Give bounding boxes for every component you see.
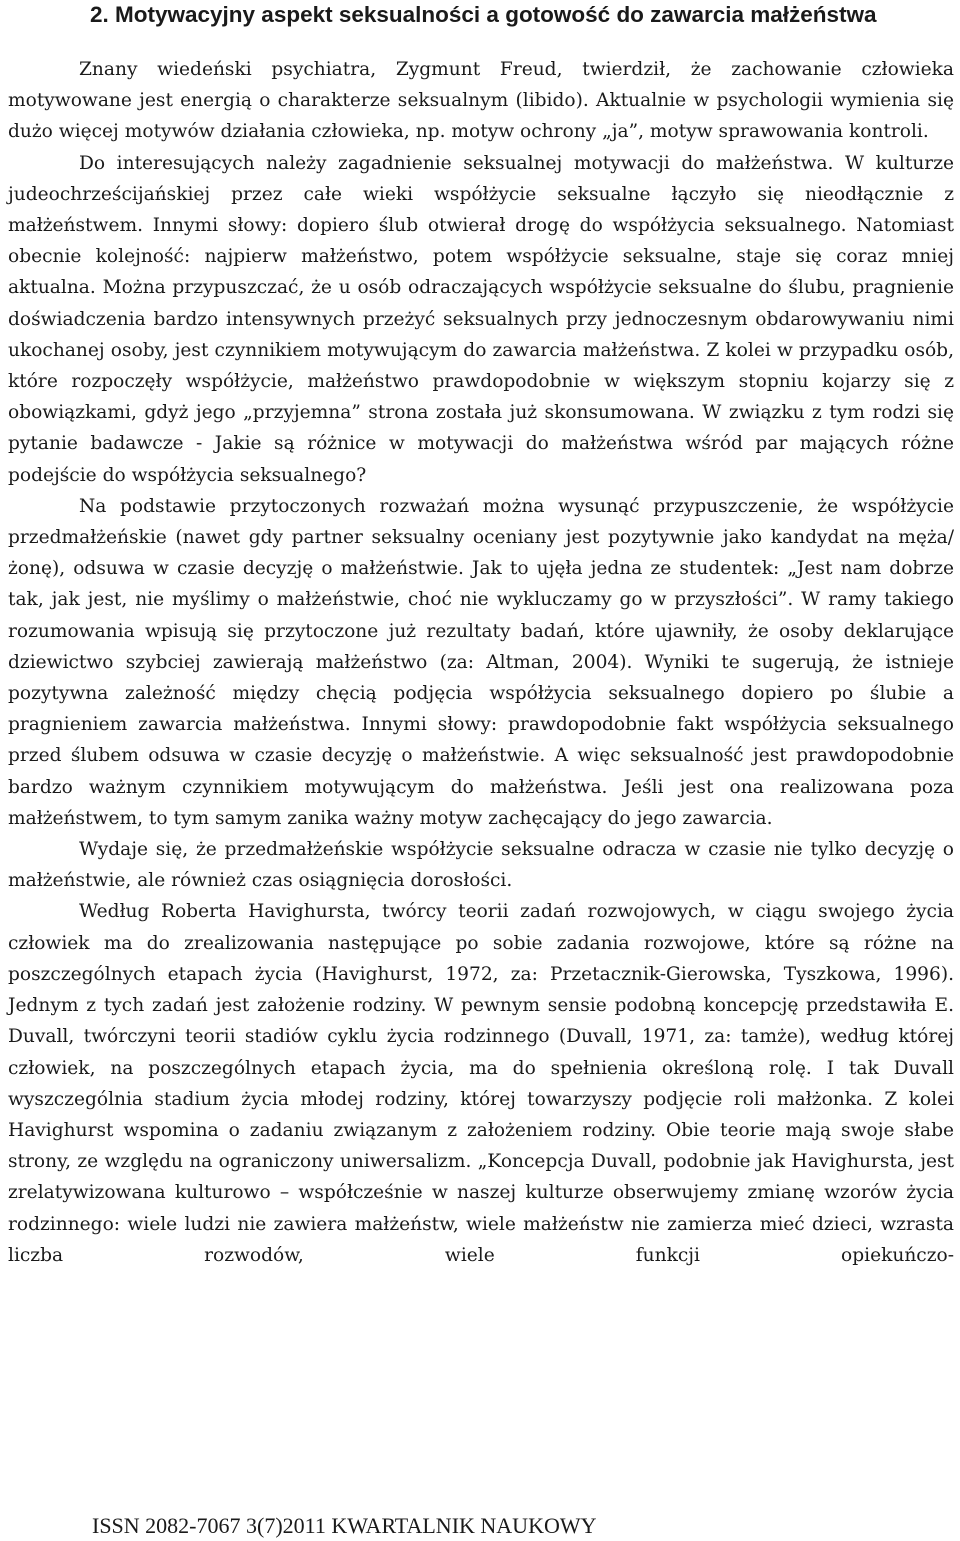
paragraph-sexual-motivation: Do interesujących należy zagadnienie seksualnej motywacji do małżeństwa. W kulturze judeochrześcijańskiej przez całe wieki współżycie seksualne łączyło się nieodłącznie z małżeństwem. Innymi słowy: dopiero ślub otwierał drogę do współżycia seksualnego. Natomiast obecnie kolejność: najpierw małżeństwo, potem współżycie seksualne, staje się coraz mniej aktualna. Można przypuszczać, że u osób odraczających współżycie seksualne do ślubu, pragnienie doświadczenia bardzo intensywnych przeżyć seksualnych przy jednoczesnym obdarowywaniu nimi ukochanej osoby, jest czynnikiem motywującym do zawarcia małżeństwa. Z kolei w przypadku osób, które rozpoczęły współżycie, małżeństwo prawdopodobnie w większym stopniu kojarzy się z obowiązkami, gdyż jego „przyjemna” strona została już skonsumowana. W związku z tym rodzi się pytanie badawcze - Jakie są różnice w motywacji do małżeństwa wśród par mających różne podejście do współżycia seksualnego? — [8, 152, 954, 486]
paragraph-adulthood: Wydaje się, że przedmałżeńskie współżycie seksualne odracza w czasie nie tylko decyzję o małżeństwie, ale również czas osiągnięcia dorosłości. — [8, 839, 954, 892]
section-heading: 2. Motywacyjny aspekt seksualności a gotowość do zawarcia małżeństwa — [90, 2, 877, 27]
page-footer: ISSN 2082-7067 3(7)2011 KWARTALNIK NAUKOWY — [92, 1513, 597, 1538]
paragraph-premarital: Na podstawie przytoczonych rozważań można wysunąć przypuszczenie, że współżycie przedmałżeńskie (nawet gdy partner seksualny oceniany jest pozytywnie jako kandydat na męża/żonę), odsuwa w czasie decyzję o małżeństwie. Jak to ujęła jedna ze studentek: „Jest nam dobrze tak, jak jest, nie myślimy o małżeństwie, choć nie wykluczamy go w przyszłości”. W ramy takiego rozumowania wpisują się przytoczone już rezultaty badań, które ujawniły, że osoby deklarujące dziewictwo szybciej zawierają małżeństwo (za: Altman, 2004). Wyniki te sugerują, że istnieje pozytywna zależność między chęcią podjęcia współżycia seksualnego dopiero po ślubie a pragnieniem zawarcia małżeństwa. Innymi słowy: prawdopodobnie fakt współżycia seksualnego przed ślubem odsuwa w czasie decyzję o małżeństwie. A więc seksualność jest prawdopodobnie bardzo ważnym czynnikiem motywującym do małżeństwa. Jeśli jest ona realizowana poza małżeństwem, to tym samym zanika ważny motyw zachęcający do jego zawarcia. — [8, 495, 954, 829]
paragraph-freud: Znany wiedeński psychiatra, Zygmunt Freud, twierdził, że zachowanie człowieka motywowane jest energią o charakterze seksualnym (libido). Aktualnie w psychologii wymienia się dużo więcej motywów działania człowieka, np. motyw ochrony „ja”, motyw sprawowania kontroli. — [8, 59, 954, 143]
body-text — [8, 54, 954, 1271]
paragraph-havighurst: Według Roberta Havighursta, twórcy teorii zadań rozwojowych, w ciągu swojego życia człowiek ma do zrealizowania następujące po sobie zadania rozwojowe, które są różne na poszczególnych etapach życia (Havighurst, 1972, za: Przetacznik-Gierowska, Tyszkowa, 1996). Jednym z tych zadań jest założenie rodziny. W pewnym sensie podobną koncepcję przedstawiła E. Duvall, twórczyni teorii stadiów cyklu życia rodzinnego (Duvall, 1971, za: tamże), według której człowiek, na poszczególnych etapach życia, ma do spełnienia określoną rolę. I tak Duvall wyszczególnia stadium życia młodej rodziny, której towarzyszy podjęcie roli małżonka. Z kolei Havighurst wspomina o zadaniu związanym z założeniem rodziny. Obie teorie mają swoje słabe strony, ze względu na ograniczony uniwersalizm. „Koncepcja Duvall, podobnie jak Havighursta, jest zrelatywizowana kulturowo – współcześnie w naszej kulturze obserwujemy zmianę wzorów życia rodzinnego: wiele ludzi nie zawiera małżeństw, wiele małżeństw nie zamierza mieć dzieci, wzrasta liczba rozwodów, wiele funkcji opiekuńczo- — [8, 901, 954, 1266]
